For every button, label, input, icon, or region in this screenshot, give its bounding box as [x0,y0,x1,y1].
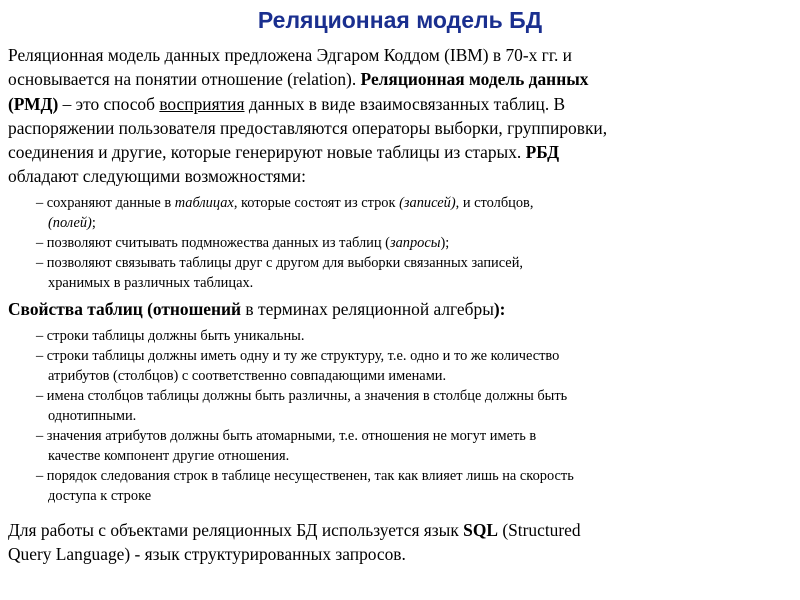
sql-term: SQL [463,520,498,540]
properties-list [36,326,574,506]
underlined-word: восприятия [159,93,245,114]
rmd-term: Реляционная модель данных [360,69,589,90]
intro-line-3: (РМД) – это способ восприятия данных в виде взаимосвязанных таблиц. В [8,93,566,114]
intro-paragraph [8,43,796,189]
rmd-abbr: (РМД) [8,93,59,114]
capabilities-list [36,193,533,293]
properties-heading: Свойства таблиц (отношений в терминах реляционной алгебры): [8,299,506,319]
intro-line-6: обладают следующими возможностями: [8,166,306,187]
list-item: – позволяют считывать подмножества данных из таблиц (запросы); [36,235,450,251]
intro-line-4: распоряжении пользователя предоставляются операторы выборки, группировки, [8,117,608,138]
rbd-term: РБД [525,142,560,163]
slide-title: Реляционная модель БД [257,7,543,33]
list-item: – имена столбцов таблицы должны быть различны, а значения в столбце должны быть однотипными. [36,388,568,424]
list-item: – позволяют связывать таблицы друг с другом для выборки связанных записей, хранимых в различных таблицах. [36,255,523,291]
intro-line-1: Реляционная модель данных предложена Эдгаром Коддом (IBM) в 70-х гг. и [8,45,572,65]
list-item: – строки таблицы должны иметь одну и ту же структуру, т.е. одно и то же количество атрибутов (столбцов) с соответственно совпадающими именами. [36,348,560,384]
list-item: – порядок следования строк в таблице несущественен, так как влияет лишь на скорость доступа к строке [36,468,574,504]
intro-line-5: соединения и другие, которые генерируют новые таблицы из старых. РБД [8,142,560,163]
outro-paragraph: Для работы с объектами реляционных БД используется язык SQL (Structured Query Language) - язык структурированных запросов. [8,520,581,565]
list-item: – значения атрибутов должны быть атомарными, т.е. отношения не могут иметь в качестве компонент другие отношения. [36,428,537,464]
list-item: – сохраняют данные в таблицах, которые состоят из строк (записей), и столбцов, (полей); [36,195,534,231]
list-item: – строки таблицы должны быть уникальны. [36,328,305,344]
intro-line-2: основывается на понятии отношение (relation). Реляционная модель данных [8,69,589,90]
